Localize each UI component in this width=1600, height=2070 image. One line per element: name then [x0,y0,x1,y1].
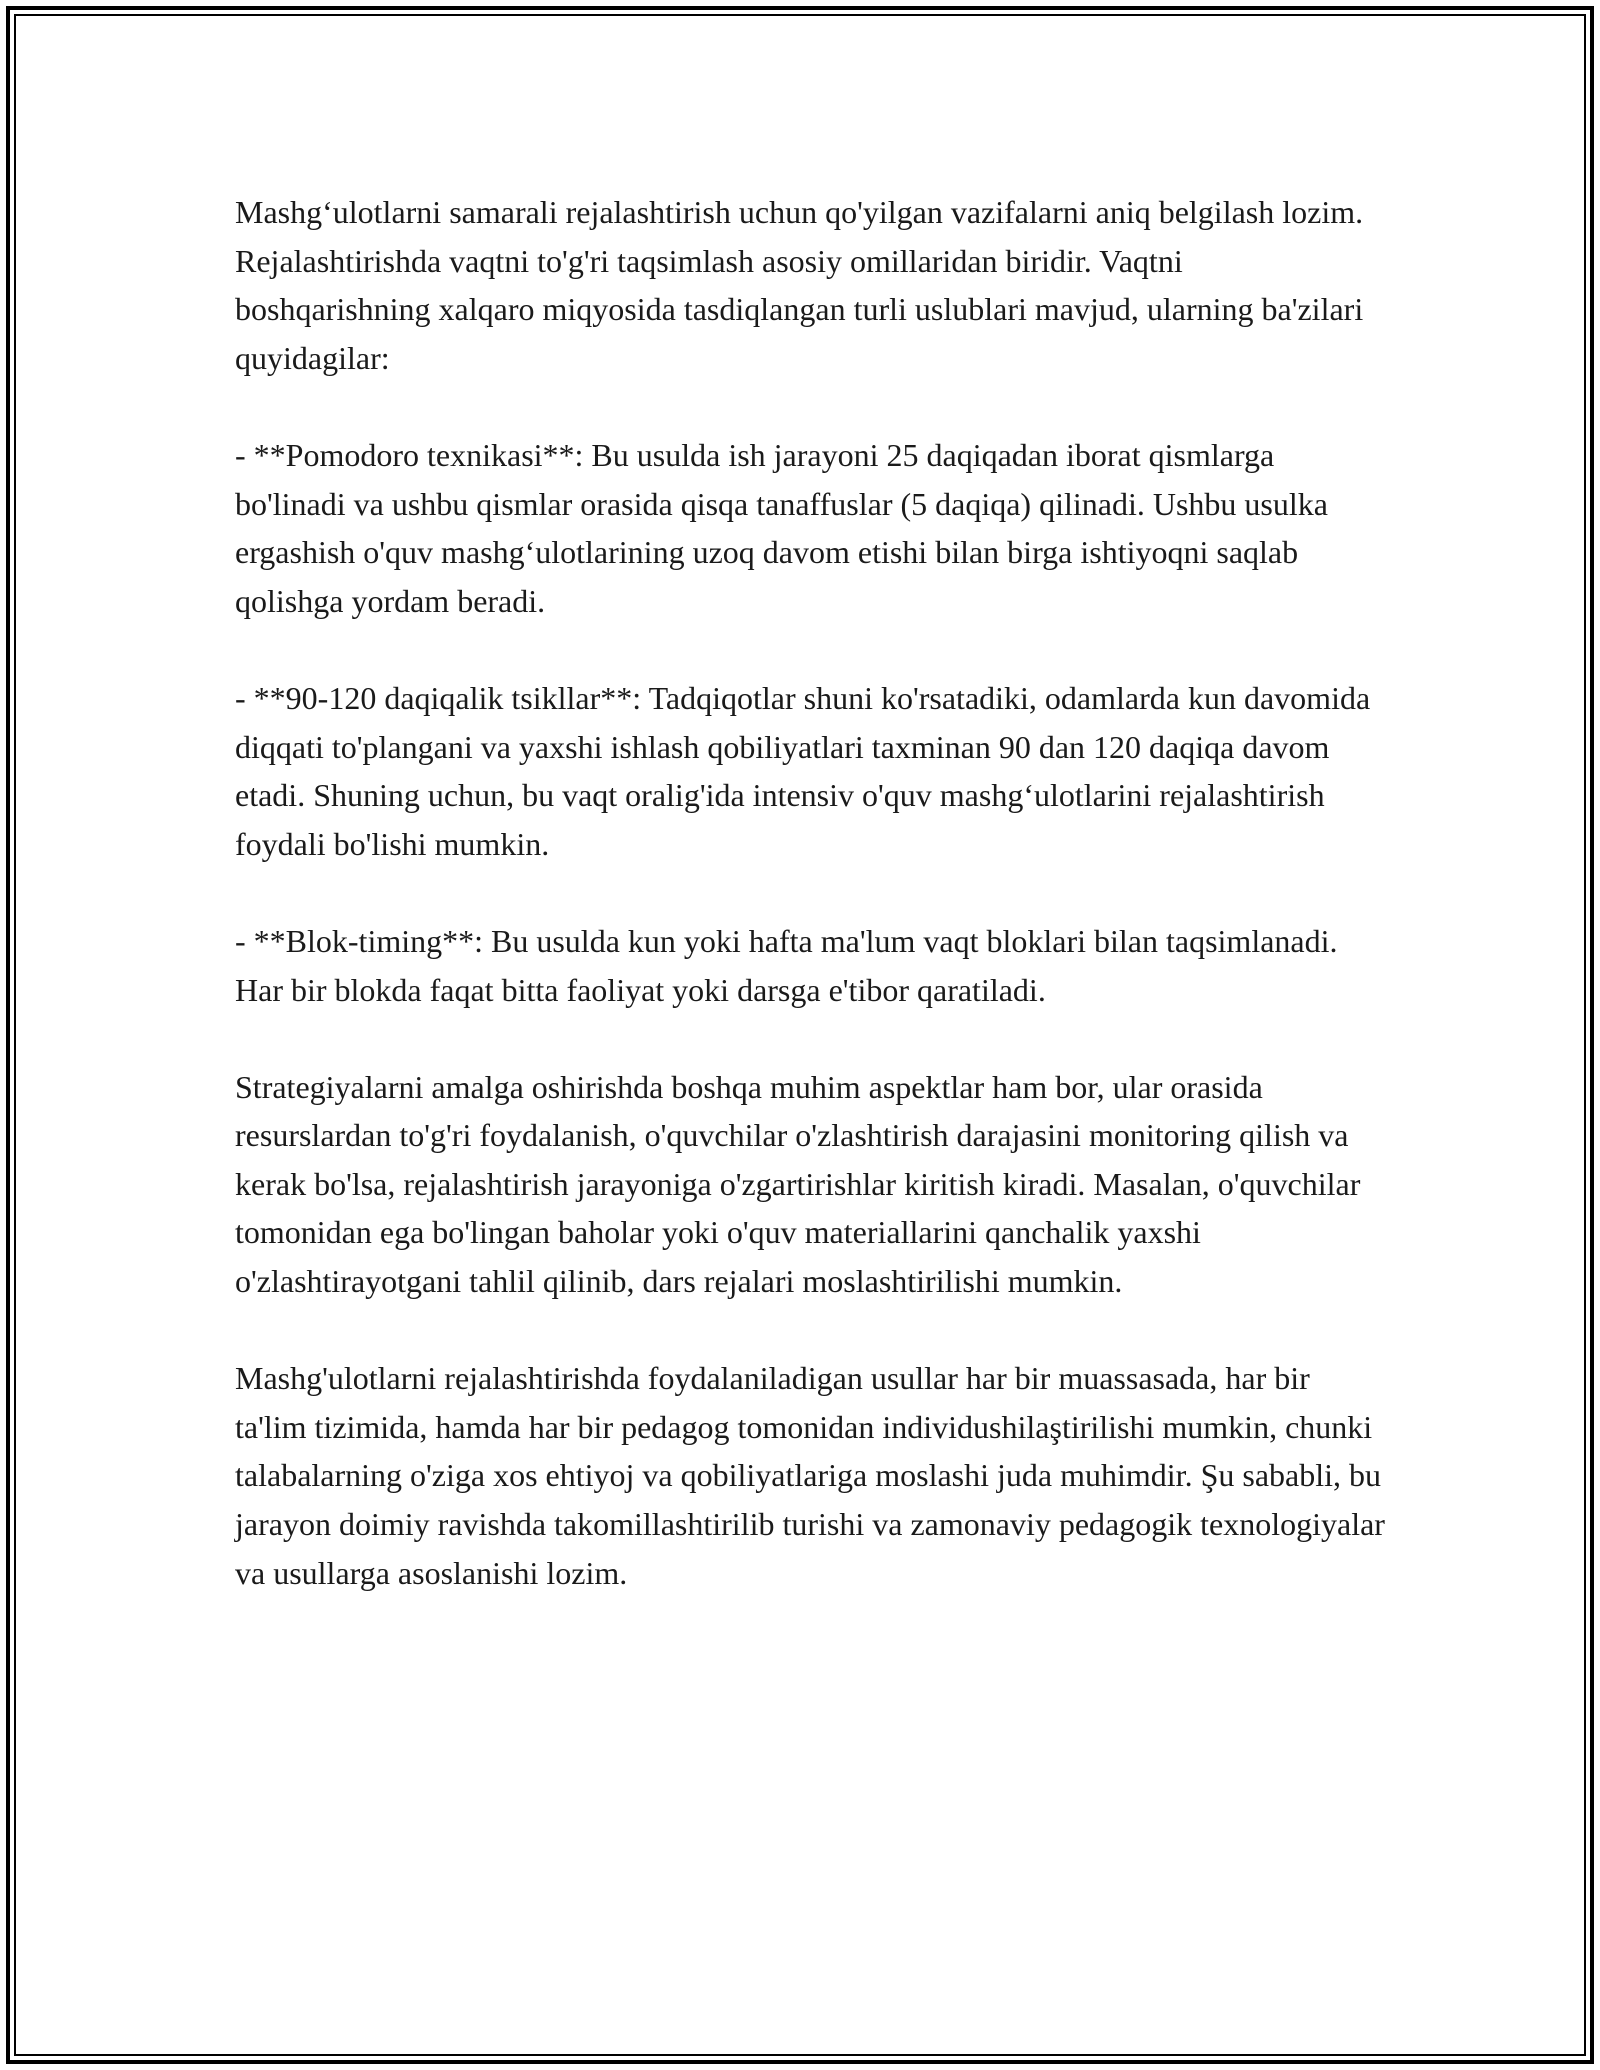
document-body [235,188,1385,1646]
pomodoro-list-item: - **Pomodoro texnikasi**: Bu usulda ish jarayoni 25 daqiqadan iborat qismlarga bo'linadi va ushbu qismlar orasida qisqa tanaffuslar (5 daqiqa) qilinadi. Ushbu usulka ergashish o'quv mashg‘ulotlarining uzoq davom etishi bilan birga ishtiyoqni saqlab qolishga yordam beradi. [235,436,1328,619]
conclusion-paragraph: Mashg'ulotlarni rejalashtirishda foydalaniladigan usullar har bir muassasada, har bir ta'lim tizimida, hamda har bir pedagog tomonidan individushilaştirilishi mumkin, chunki talabalarning o'ziga xos ehtiyoj va qobiliyatlariga moslashi juda muhimdir. Şu sababli, bu jarayon doimiy ravishda takomillashtirilib turishi va zamonaviy pedagogik texnologiyalar va usullarga asoslanishi lozim. [235,1360,1385,1591]
block-timing-list-item: - **Blok-timing**: Bu usulda kun yoki hafta ma'lum vaqt bloklari bilan taqsimlanadi. Har bir blokda faqat bitta faoliyat yoki darsga e'tibor qaratiladi. [235,922,1338,1008]
cycles-list-item: - **90-120 daqiqalik tsikllar**: Tadqiqotlar shuni ko'rsatadiki, odamlarda kun davomida diqqati to'plangani va yaxshi ishlash qobiliyatlari taxminan 90 dan 120 daqiqa davom etadi. Shuning uchun, bu vaqt oralig'ida intensiv o'quv mashg‘ulotlarini rejalashtirish foydali bo'lishi mumkin. [235,679,1371,862]
strategies-paragraph: Strategiyalarni amalga oshirishda boshqa muhim aspektlar ham bor, ular orasida resurslardan to'g'ri foydalanish, o'quvchilar o'zlashtirish darajasini monitoring qilish va kerak bo'lsa, rejalashtirish jarayoniga o'zgartirishlar kiritish kiradi. Masalan, o'quvchilar tomonidan ega bo'lingan baholar yoki o'quv materiallarini qanchalik yaxshi o'zlashtirayotgani tahlil qilinib, dars rejalari moslashtirilishi mumkin. [235,1068,1361,1300]
intro-paragraph: Mashg‘ulotlarni samarali rejalashtirish uchun qo'yilgan vazifalarni aniq belgilash lozim. Rejalashtirishda vaqtni to'g'ri taqsimlash asosiy omillaridan biridir. Vaqtni boshqarishning xalqaro miqyosida tasdiqlangan turli uslublari mavjud, ularning ba'zilari quyidagilar: [235,194,1364,376]
